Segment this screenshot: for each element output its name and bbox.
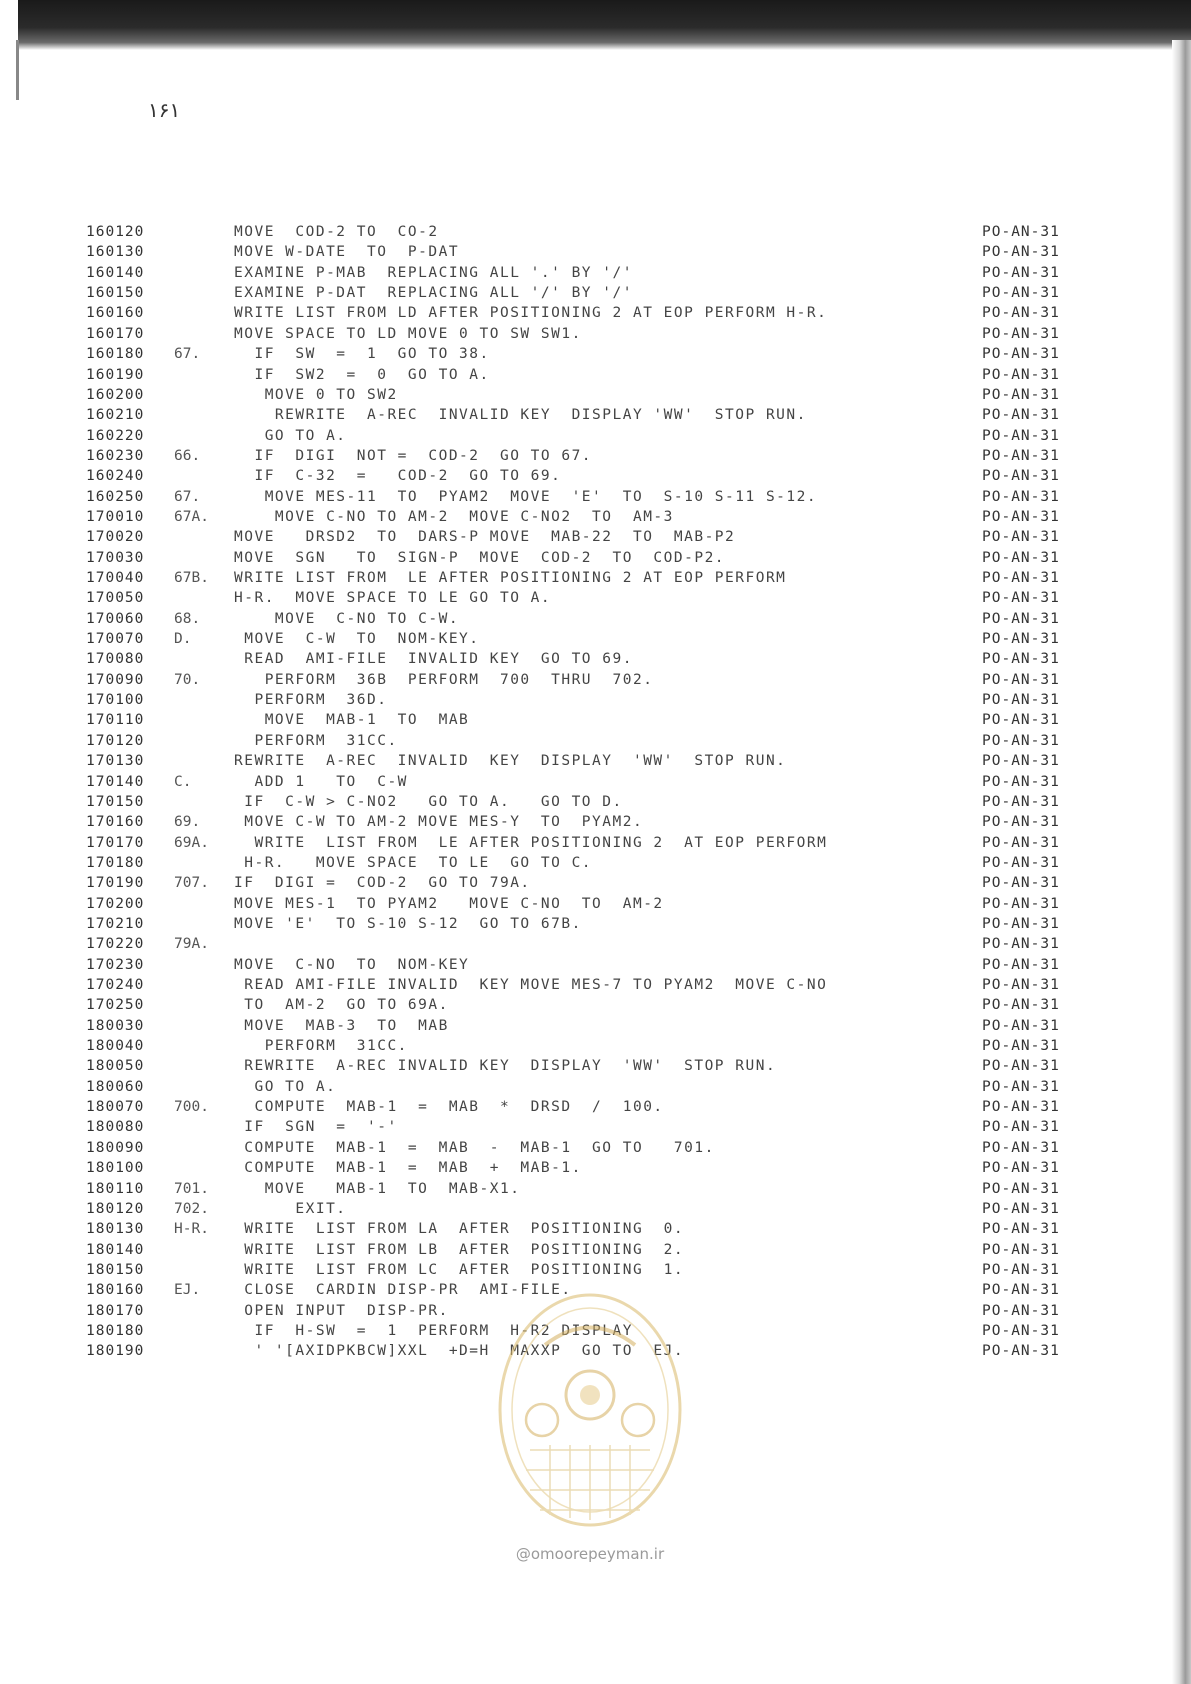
program-identifier: PO-AN-31 — [982, 753, 1060, 770]
program-identifier: PO-AN-31 — [982, 773, 1060, 790]
paragraph-label: 66. — [174, 447, 201, 464]
code-statement: COMPUTE MAB-1 = MAB - MAB-1 GO TO 701. — [234, 1139, 715, 1156]
listing-row — [0, 710, 1100, 730]
listing-row — [0, 1097, 1100, 1117]
sequence-number: 160160 — [86, 305, 145, 322]
code-statement: PERFORM 36D. — [234, 692, 388, 708]
program-identifier: PO-AN-31 — [982, 1099, 1060, 1116]
program-identifier: PO-AN-31 — [982, 1017, 1060, 1034]
code-statement: MOVE 'E' TO S-10 S-12 GO TO 67B. — [234, 915, 582, 932]
code-statement: WRITE LIST FROM LE AFTER POSITIONING 2 AT EOP PERFORM — [234, 570, 787, 586]
sequence-number: 170220 — [86, 936, 145, 953]
code-statement: ADD 1 TO C-W — [234, 773, 408, 790]
paragraph-label: D. — [174, 631, 192, 647]
sequence-number: 180120 — [86, 1200, 145, 1217]
code-statement: WRITE LIST FROM LE AFTER POSITIONING 2 AT EOP PERFORM — [234, 834, 828, 851]
code-statement: EXAMINE P-MAB REPLACING ALL '.' BY '/' — [234, 264, 633, 281]
sequence-number: 180150 — [86, 1261, 145, 1278]
code-statement: READ AMI-FILE INVALID KEY GO TO 69. — [234, 651, 633, 668]
program-identifier: PO-AN-31 — [982, 427, 1060, 444]
scan-right-edge — [1172, 40, 1191, 1684]
listing-row — [0, 1260, 1100, 1280]
listing-row — [0, 853, 1100, 873]
program-identifier: PO-AN-31 — [982, 1078, 1060, 1095]
code-statement: REWRITE A-REC INVALID KEY DISPLAY 'WW' STOP RUN. — [234, 407, 807, 424]
code-statement: PERFORM 36B PERFORM 700 THRU 702. — [234, 671, 654, 688]
sequence-number: 160240 — [86, 468, 145, 485]
program-identifier: PO-AN-31 — [982, 1200, 1060, 1217]
program-identifier: PO-AN-31 — [982, 1221, 1060, 1238]
listing-row — [0, 263, 1100, 283]
sequence-number: 160150 — [86, 285, 145, 302]
code-statement: MOVE C-NO TO AM-2 MOVE C-NO2 TO AM-3 — [234, 508, 674, 525]
program-identifier: PO-AN-31 — [982, 1139, 1060, 1156]
listing-row — [0, 487, 1100, 507]
code-statement: GO TO A. — [234, 427, 347, 444]
watermark-logo-icon — [490, 1290, 690, 1550]
program-identifier: PO-AN-31 — [982, 305, 1060, 322]
sequence-number: 180190 — [86, 1343, 145, 1360]
paragraph-label: 702. — [174, 1200, 209, 1217]
code-statement: REWRITE A-REC INVALID KEY DISPLAY 'WW' STOP RUN. — [234, 753, 787, 770]
sequence-number: 170240 — [86, 977, 145, 993]
paragraph-label: 67. — [174, 488, 201, 505]
code-statement: EXAMINE P-DAT REPLACING ALL '/' BY '/' — [234, 285, 633, 302]
listing-row — [0, 588, 1100, 608]
listing-row — [0, 751, 1100, 771]
code-statement: MOVE MAB-1 TO MAB — [234, 712, 470, 729]
sequence-number: 180070 — [86, 1099, 145, 1116]
sequence-number: 170150 — [86, 793, 145, 810]
listing-row — [0, 222, 1100, 242]
code-statement: IF DIGI NOT = COD-2 GO TO 67. — [234, 447, 593, 464]
listing-row — [0, 649, 1100, 669]
sequence-number: 170250 — [86, 997, 145, 1014]
program-identifier: PO-AN-31 — [982, 264, 1060, 281]
code-statement: MOVE C-W TO NOM-KEY. — [234, 631, 480, 647]
sequence-number: 180170 — [86, 1302, 145, 1319]
sequence-number: 170190 — [86, 875, 145, 892]
sequence-number: 170140 — [86, 773, 145, 790]
sequence-number: 160120 — [86, 224, 145, 240]
listing-row — [0, 1219, 1100, 1239]
program-identifier: PO-AN-31 — [982, 793, 1060, 810]
paragraph-label: 67A. — [174, 508, 209, 525]
code-statement: MOVE MES-1 TO PYAM2 MOVE C-NO TO AM-2 — [234, 895, 664, 912]
code-statement: MOVE SPACE TO LD MOVE 0 TO SW SW1. — [234, 325, 582, 342]
sequence-number: 170080 — [86, 651, 145, 668]
program-identifier: PO-AN-31 — [982, 895, 1060, 912]
code-statement: WRITE LIST FROM LA AFTER POSITIONING 0. — [234, 1221, 685, 1238]
code-statement: ' '[AXIDPKBCW]XXL +D=H MAXXP GO TO EJ. — [234, 1343, 685, 1360]
sequence-number: 180080 — [86, 1119, 145, 1136]
code-statement: IF SGN = '-' — [234, 1119, 398, 1136]
program-identifier: PO-AN-31 — [982, 1322, 1060, 1339]
sequence-number: 180050 — [86, 1058, 145, 1075]
program-identifier: PO-AN-31 — [982, 570, 1060, 586]
sequence-number: 180130 — [86, 1221, 145, 1238]
code-statement: EXIT. — [234, 1200, 347, 1217]
listing-row — [0, 1199, 1100, 1219]
sequence-number: 160190 — [86, 366, 145, 383]
program-identifier: PO-AN-31 — [982, 325, 1060, 342]
sequence-number: 170040 — [86, 570, 145, 586]
program-identifier: PO-AN-31 — [982, 671, 1060, 688]
program-identifier: PO-AN-31 — [982, 1241, 1060, 1258]
listing-row — [0, 934, 1100, 954]
program-identifier: PO-AN-31 — [982, 346, 1060, 363]
sequence-number: 170060 — [86, 610, 145, 627]
listing-row — [0, 1138, 1100, 1158]
paragraph-label: 69. — [174, 814, 201, 831]
listing-row — [0, 1016, 1100, 1036]
program-identifier: PO-AN-31 — [982, 956, 1060, 973]
program-identifier: PO-AN-31 — [982, 366, 1060, 383]
code-statement: MOVE MAB-1 TO MAB-X1. — [234, 1180, 521, 1197]
code-statement: COMPUTE MAB-1 = MAB + MAB-1. — [234, 1160, 582, 1177]
sequence-number: 170020 — [86, 529, 145, 546]
sequence-number: 170100 — [86, 692, 145, 708]
listing-row — [0, 731, 1100, 751]
program-identifier: PO-AN-31 — [982, 529, 1060, 546]
program-identifier: PO-AN-31 — [982, 936, 1060, 953]
sequence-number: 170130 — [86, 753, 145, 770]
listing-row — [0, 629, 1100, 649]
sequence-number: 180090 — [86, 1139, 145, 1156]
sequence-number: 170090 — [86, 671, 145, 688]
code-statement: MOVE W-DATE TO P-DAT — [234, 244, 460, 261]
sequence-number: 170210 — [86, 915, 145, 932]
code-statement: IF DIGI = COD-2 GO TO 79A. — [234, 875, 531, 892]
sequence-number: 170200 — [86, 895, 145, 912]
program-identifier: PO-AN-31 — [982, 224, 1060, 240]
code-statement: IF H-SW = 1 PERFORM H-R2 DISPLAY — [234, 1322, 633, 1339]
code-statement: TO AM-2 GO TO 69A. — [234, 997, 449, 1014]
listing-row — [0, 792, 1100, 812]
program-identifier: PO-AN-31 — [982, 915, 1060, 932]
sequence-number: 170230 — [86, 956, 145, 973]
program-identifier: PO-AN-31 — [982, 1038, 1060, 1054]
listing-row — [0, 894, 1100, 914]
sequence-number: 160140 — [86, 264, 145, 281]
code-statement: COMPUTE MAB-1 = MAB * DRSD / 100. — [234, 1099, 664, 1116]
program-identifier: PO-AN-31 — [982, 814, 1060, 831]
listing-row — [0, 303, 1100, 323]
sequence-number: 160250 — [86, 488, 145, 505]
program-identifier: PO-AN-31 — [982, 1119, 1060, 1136]
program-identifier: PO-AN-31 — [982, 1302, 1060, 1319]
listing-row — [0, 690, 1100, 710]
code-statement: OPEN INPUT DISP-PR. — [234, 1302, 449, 1319]
code-statement: PERFORM 31CC. — [234, 732, 398, 749]
listing-row — [0, 283, 1100, 303]
paragraph-label: 701. — [174, 1180, 209, 1197]
program-identifier: PO-AN-31 — [982, 875, 1060, 892]
paragraph-label: 67B. — [174, 570, 209, 586]
listing-row — [0, 324, 1100, 344]
sequence-number: 180100 — [86, 1160, 145, 1177]
sequence-number: 180110 — [86, 1180, 145, 1197]
program-identifier: PO-AN-31 — [982, 631, 1060, 647]
program-identifier: PO-AN-31 — [982, 1160, 1060, 1177]
watermark-text: @omoorepeyman.ir — [515, 1545, 665, 1563]
sequence-number: 170120 — [86, 732, 145, 749]
program-identifier: PO-AN-31 — [982, 1058, 1060, 1075]
sequence-number: 180060 — [86, 1078, 145, 1095]
listing-row — [0, 833, 1100, 853]
sequence-number: 160200 — [86, 386, 145, 403]
program-identifier: PO-AN-31 — [982, 692, 1060, 708]
listing-row — [0, 242, 1100, 262]
paragraph-label: EJ. — [174, 1282, 201, 1299]
program-identifier: PO-AN-31 — [982, 407, 1060, 424]
program-identifier: PO-AN-31 — [982, 386, 1060, 403]
code-statement: IF C-W > C-NO2 GO TO A. GO TO D. — [234, 793, 623, 810]
code-statement: REWRITE A-REC INVALID KEY DISPLAY 'WW' STOP RUN. — [234, 1058, 777, 1075]
listing-row — [0, 995, 1100, 1015]
code-statement: MOVE C-NO TO C-W. — [234, 610, 460, 627]
listing-row — [0, 1077, 1100, 1097]
sequence-number: 180040 — [86, 1038, 145, 1054]
sequence-number: 180160 — [86, 1282, 145, 1299]
listing-row — [0, 914, 1100, 934]
listing-row — [0, 568, 1100, 588]
page-number: ۱۶۱ — [148, 98, 181, 122]
code-statement: WRITE LIST FROM LD AFTER POSITIONING 2 AT EOP PERFORM H-R. — [234, 305, 828, 322]
code-statement: MOVE MAB-3 TO MAB — [234, 1017, 449, 1034]
sequence-number: 180180 — [86, 1322, 145, 1339]
program-identifier: PO-AN-31 — [982, 712, 1060, 729]
listing-row — [0, 385, 1100, 405]
program-identifier: PO-AN-31 — [982, 651, 1060, 668]
sequence-number: 160230 — [86, 447, 145, 464]
listing-row — [0, 466, 1100, 486]
code-statement: IF C-32 = COD-2 GO TO 69. — [234, 468, 562, 485]
code-statement: IF SW = 1 GO TO 38. — [234, 346, 490, 363]
code-statement: IF SW2 = 0 GO TO A. — [234, 366, 490, 383]
paragraph-label: H-R. — [174, 1221, 209, 1238]
code-statement: MOVE 0 TO SW2 — [234, 386, 398, 403]
code-statement: CLOSE CARDIN DISP-PR AMI-FILE. — [234, 1282, 572, 1299]
sequence-number: 180140 — [86, 1241, 145, 1258]
code-statement: WRITE LIST FROM LC AFTER POSITIONING 1. — [234, 1261, 685, 1278]
listing-row — [0, 609, 1100, 629]
paragraph-label: 68. — [174, 610, 201, 627]
paragraph-label: C. — [174, 773, 192, 790]
sequence-number: 160220 — [86, 427, 145, 444]
listing-row — [0, 1056, 1100, 1076]
program-identifier: PO-AN-31 — [982, 834, 1060, 851]
listing-row — [0, 1240, 1100, 1260]
program-identifier: PO-AN-31 — [982, 1282, 1060, 1299]
code-statement: H-R. MOVE SPACE TO LE GO TO A. — [234, 590, 552, 607]
listing-row — [0, 426, 1100, 446]
listing-row — [0, 1179, 1100, 1199]
sequence-number: 170180 — [86, 854, 145, 871]
sequence-number: 170050 — [86, 590, 145, 607]
sequence-number: 170070 — [86, 631, 145, 647]
code-statement: MOVE COD-2 TO CO-2 — [234, 224, 439, 240]
program-identifier: PO-AN-31 — [982, 468, 1060, 485]
sequence-number: 160170 — [86, 325, 145, 342]
code-statement: MOVE SGN TO SIGN-P MOVE COD-2 TO COD-P2. — [234, 549, 726, 566]
program-identifier: PO-AN-31 — [982, 244, 1060, 261]
program-identifier: PO-AN-31 — [982, 508, 1060, 525]
listing-row — [0, 446, 1100, 466]
listing-row — [0, 548, 1100, 568]
listing-row — [0, 365, 1100, 385]
code-statement: PERFORM 31CC. — [234, 1038, 408, 1054]
code-statement: READ AMI-FILE INVALID KEY MOVE MES-7 TO PYAM2 MOVE C-NO — [234, 977, 828, 993]
listing-row — [0, 344, 1100, 364]
sequence-number: 170170 — [86, 834, 145, 851]
paragraph-label: 70. — [174, 671, 201, 688]
listing-row — [0, 405, 1100, 425]
listing-row — [0, 1117, 1100, 1137]
program-identifier: PO-AN-31 — [982, 590, 1060, 607]
paragraph-label: 707. — [174, 875, 209, 892]
code-statement: WRITE LIST FROM LB AFTER POSITIONING 2. — [234, 1241, 685, 1258]
sequence-number: 170010 — [86, 508, 145, 525]
program-identifier: PO-AN-31 — [982, 488, 1060, 505]
code-statement: H-R. MOVE SPACE TO LE GO TO C. — [234, 854, 593, 871]
listing-row — [0, 772, 1100, 792]
sequence-number: 170160 — [86, 814, 145, 831]
listing-row — [0, 507, 1100, 527]
sequence-number: 160130 — [86, 244, 145, 261]
program-identifier: PO-AN-31 — [982, 285, 1060, 302]
code-statement: MOVE C-W TO AM-2 MOVE MES-Y TO PYAM2. — [234, 814, 644, 831]
program-identifier: PO-AN-31 — [982, 610, 1060, 627]
sequence-number: 180030 — [86, 1017, 145, 1034]
listing-row — [0, 955, 1100, 975]
program-identifier: PO-AN-31 — [982, 1343, 1060, 1360]
code-statement: MOVE C-NO TO NOM-KEY — [234, 956, 470, 973]
listing-row — [0, 975, 1100, 995]
program-identifier: PO-AN-31 — [982, 977, 1060, 993]
sequence-number: 170110 — [86, 712, 145, 729]
program-identifier: PO-AN-31 — [982, 1180, 1060, 1197]
paragraph-label: 69A. — [174, 834, 209, 851]
program-identifier: PO-AN-31 — [982, 549, 1060, 566]
sequence-number: 170030 — [86, 549, 145, 566]
listing-row — [0, 1036, 1100, 1056]
program-identifier: PO-AN-31 — [982, 1261, 1060, 1278]
listing-row — [0, 670, 1100, 690]
paragraph-label: 79A. — [174, 936, 209, 953]
listing-row — [0, 1158, 1100, 1178]
paragraph-label: 700. — [174, 1099, 209, 1116]
code-statement: MOVE DRSD2 TO DARS-P MOVE MAB-22 TO MAB-P2 — [234, 529, 736, 546]
program-identifier: PO-AN-31 — [982, 732, 1060, 749]
listing-row — [0, 527, 1100, 547]
program-identifier: PO-AN-31 — [982, 447, 1060, 464]
code-statement: GO TO A. — [234, 1078, 337, 1095]
program-identifier: PO-AN-31 — [982, 854, 1060, 871]
listing-row — [0, 812, 1100, 832]
program-identifier: PO-AN-31 — [982, 997, 1060, 1014]
listing-row — [0, 873, 1100, 893]
paragraph-label: 67. — [174, 346, 201, 363]
sequence-number: 160210 — [86, 407, 145, 424]
sequence-number: 160180 — [86, 346, 145, 363]
code-statement: MOVE MES-11 TO PYAM2 MOVE 'E' TO S-10 S-11 S-12. — [234, 488, 818, 505]
